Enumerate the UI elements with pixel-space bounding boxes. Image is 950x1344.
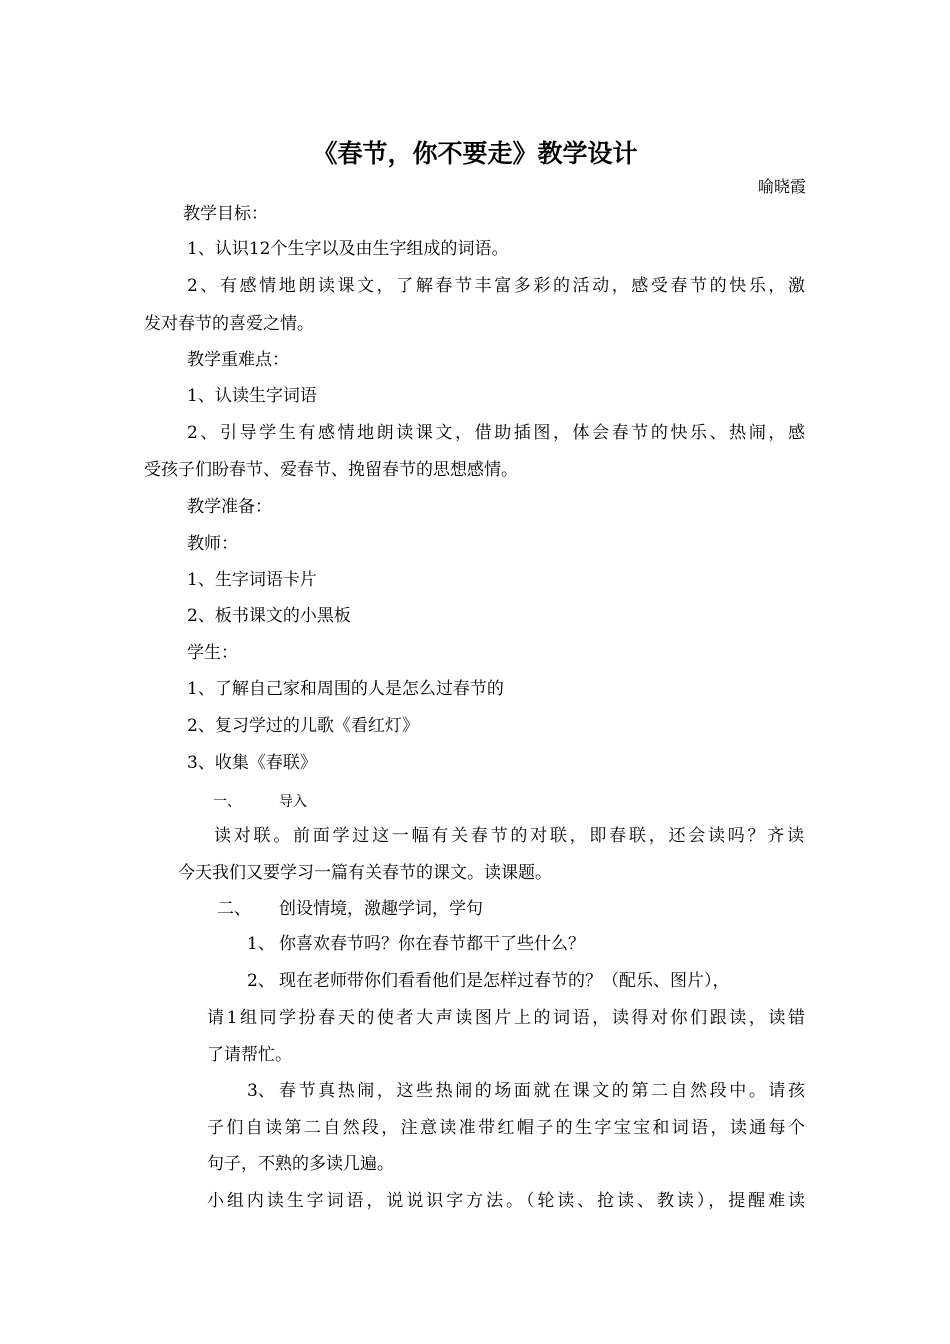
document-title: 《春节，你不要走》教学设计 bbox=[312, 139, 638, 168]
step-2-item-3-line-3: 句子，不熟的多读几遍。 bbox=[207, 1154, 394, 1174]
step-1-number: 一、 bbox=[213, 794, 241, 810]
step-2-item-2-line-3: 了请帮忙。 bbox=[207, 1045, 292, 1065]
step-2-item-2-line-2: 请1组同学扮春天的使者大声读图片上的词语，读得对你们跟读，读错 bbox=[207, 1008, 805, 1028]
step-2-item-3-line-2: 子们自读第二自然段，注意读准带红帽子的生字宝宝和词语，读通每个 bbox=[207, 1118, 805, 1138]
section-heading-key-points: 教学重难点： bbox=[187, 350, 289, 370]
author-name: 喻晓霞 bbox=[757, 177, 806, 196]
subheading-teacher: 教师： bbox=[187, 534, 238, 554]
step-1-title: 导入 bbox=[279, 794, 307, 810]
group-reading-line: 小组内读生字词语，说说识字方法。（轮读、抢读、教读），提醒难读 bbox=[207, 1191, 805, 1211]
step-2-item-2-text: 现在老师带你们看看他们是怎样过春节的？（配乐、图片）， bbox=[279, 971, 730, 991]
step-2-item-3-number: 3、 bbox=[247, 1081, 275, 1101]
step-2-item-1-number: 1、 bbox=[247, 934, 275, 954]
student-item-3: 3、收集《春联》 bbox=[187, 753, 317, 773]
teacher-item-1: 1、生字词语卡片 bbox=[187, 570, 317, 590]
step-1-text-line-1: 读对联。前面学过这一幅有关春节的对联，即春联，还会读吗？齐读 bbox=[214, 826, 804, 846]
key-point-2-line-1: 2、引导学生有感情地朗读课文，借助插图，体会春节的快乐、热闹，感 bbox=[187, 423, 805, 443]
goal-item-1: 1、认识12个生字以及由生字组成的词语。 bbox=[187, 239, 509, 259]
goal-item-2-line-1: 2、有感情地朗读课文，了解春节丰富多彩的活动，感受春节的快乐，激 bbox=[187, 276, 805, 296]
section-heading-preparation: 教学准备： bbox=[187, 497, 272, 517]
step-2-title: 创设情境，激趣学词，学句 bbox=[279, 899, 483, 919]
goal-item-2-line-2: 发对春节的喜爱之情。 bbox=[144, 314, 314, 334]
student-item-1: 1、了解自己家和周围的人是怎么过春节的 bbox=[187, 679, 504, 699]
step-2-item-3-text: 春节真热闹，这些热闹的场面就在课文的第二自然段中。请孩 bbox=[279, 1081, 805, 1101]
section-heading-goals: 教学目标： bbox=[183, 204, 268, 224]
step-2-number: 二、 bbox=[217, 899, 251, 919]
step-2-item-2-number: 2、 bbox=[247, 971, 275, 991]
step-1-text-line-2: 今天我们又要学习一篇有关春节的课文。读课题。 bbox=[178, 863, 552, 883]
key-point-1: 1、认读生字词语 bbox=[187, 386, 317, 406]
step-2-item-1-text: 你喜欢春节吗？你在春节都干了些什么？ bbox=[279, 934, 585, 954]
subheading-student: 学生： bbox=[187, 643, 238, 663]
student-item-2: 2、复习学过的儿歌《看红灯》 bbox=[187, 716, 419, 736]
key-point-2-line-2: 受孩子们盼春节、爱春节、挽留春节的思想感情。 bbox=[144, 460, 518, 480]
teacher-item-2: 2、板书课文的小黑板 bbox=[187, 606, 351, 626]
